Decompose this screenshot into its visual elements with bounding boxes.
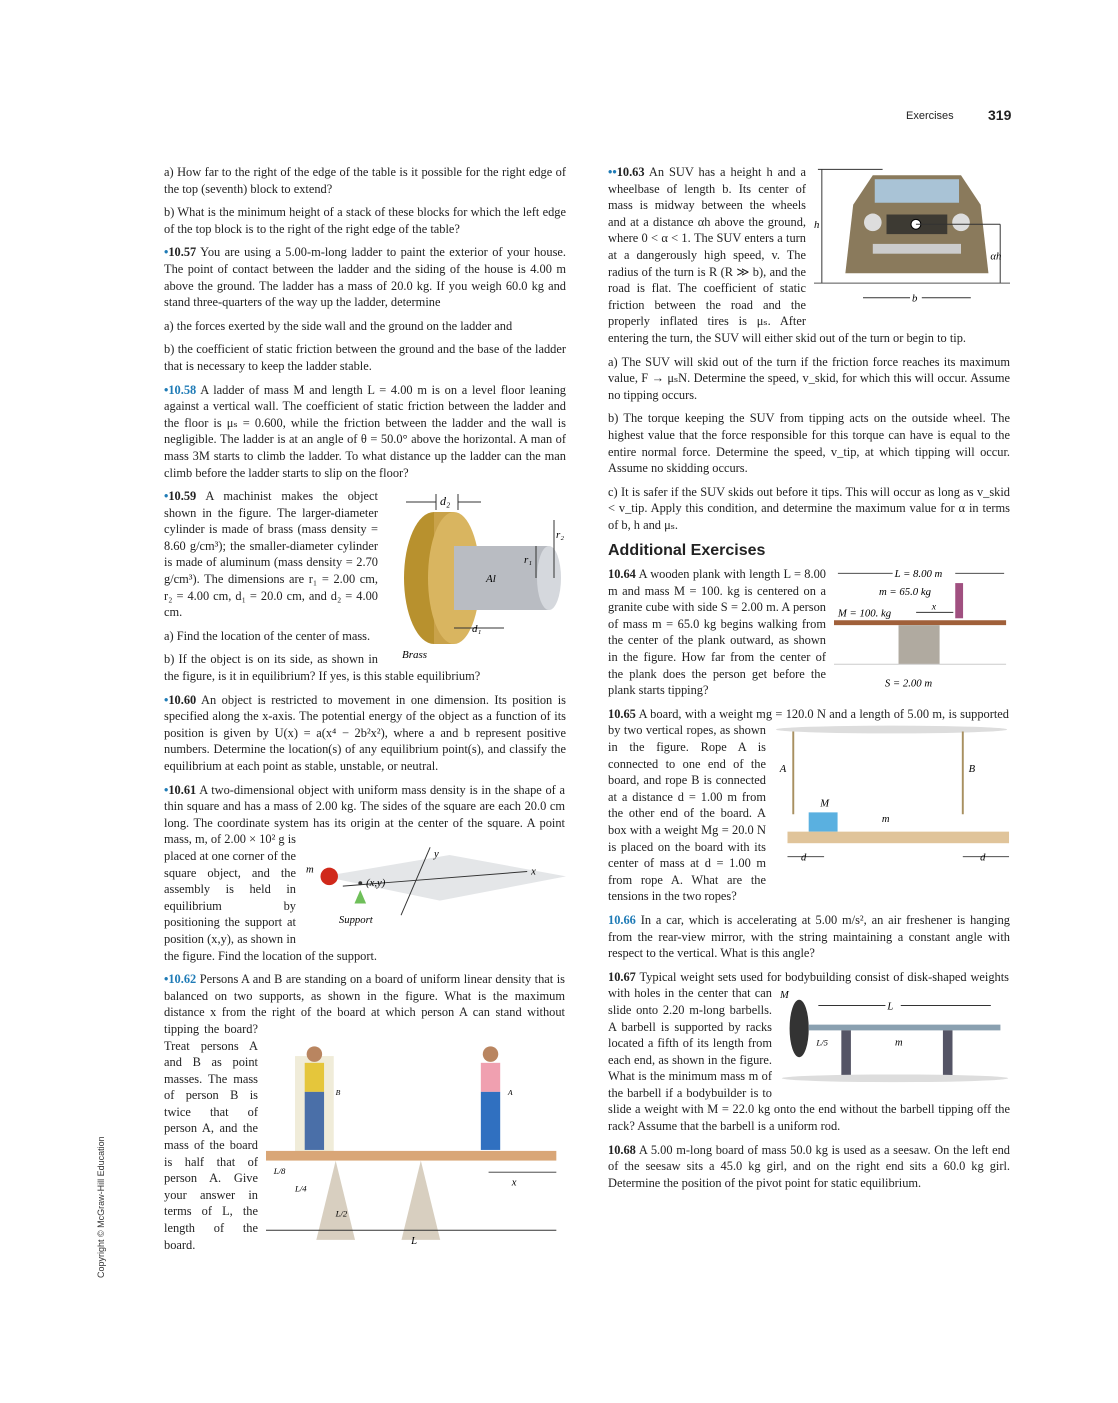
brass-aluminum-cylinder-figure (386, 488, 566, 660)
problem-10-63-part-a: a) The SUV will skid out of the turn if the friction force reaches its maximum value, F → μₛN. Determine the speed, v_skid, for which this will occur. Assume no tipping occurs. (608, 354, 1010, 402)
problem-10-57 (164, 244, 566, 310)
copyright-notice: Copyright © McGraw-Hill Education (96, 1136, 106, 1278)
problem-10-60 (164, 692, 566, 775)
problem-10-56-part-a: a) How far to the right of the edge of the table is it possible for the right edge of the top (seventh) block to extend? (164, 165, 566, 196)
problem-10-65 (608, 706, 1010, 905)
board-mass-label: m (881, 813, 890, 825)
cube-side-label: S = 2.00 m (884, 677, 933, 690)
problem-number: 10.63 (616, 165, 645, 179)
difficulty-dots: • (164, 782, 169, 797)
support-label: Support (338, 913, 373, 926)
difficulty-dots: •• (608, 165, 617, 179)
problem-text: In a car, which is accelerating at 5.00 m/s², an air freshener is hanging from the rear-view mirror, with the string maintaining a constant angle with respect to the vertical. What is this angle? (608, 912, 1010, 961)
problem-number: 10.68 (608, 1142, 636, 1157)
box-mass-label: M (820, 798, 830, 810)
suv-figure (814, 164, 1010, 314)
problem-10-67 (608, 969, 1010, 1135)
l-over-8-label: L/8 (273, 1166, 286, 1177)
persons-on-board-figure (266, 1035, 566, 1261)
problem-10-56-part-b: b) What is the minimum height of a stack of these blocks for which the left edge of the top block is to the right of the right edge of the table? (164, 205, 566, 236)
alpha-h-label: αh (990, 250, 1002, 263)
problem-text: A board, with a weight mg = 120.0 N and a length of 5.00 m, is supported by two vertical ropes, as shown in the figure. Rope A is connected to one end of the board, and rope B is connected at a distance d = 1.00 m from the other end of the board. A box with a weight Mg = 20.0 N is placed on the board with its center of mass at d = 1.00 m from rope A. What are the tensions in the two ropes? (608, 706, 1009, 904)
difficulty-dots: • (164, 382, 169, 397)
l-over-2-label: L/2 (335, 1208, 348, 1219)
problem-text: An SUV has a height h and a wheelbase of length b. Its center of mass is midway between the wheels and at a distance αh above the ground, where 0 < α < 1. The SUV enters a turn at a dangerously high speed, v. The radius of the turn is R (R ≫ b), and the road is flat. The coefficient of static friction between the road and the properly inflated tires is μₛ. After entering the turn, the SUV will either skid out of the turn or begin to tip. (608, 165, 967, 345)
d2-label: d₂ (440, 494, 451, 509)
problem-10-63 (608, 164, 1010, 533)
problem-10-59 (164, 488, 566, 685)
problem-number: 10.61 (168, 782, 197, 797)
problem-10-57-part-b: b) the coefficient of static friction between the ground and the base of the ladder that is necessary to keep the ladder stable. (164, 342, 566, 373)
l-over-4-label: L/4 (295, 1183, 307, 1194)
person-a-label: A (507, 1087, 513, 1097)
x-distance-label: x (931, 601, 937, 613)
r1-label: r₁ (524, 554, 533, 567)
problem-text: You are using a 5.00-m-long ladder to paint the exterior of your house. The point of contact between the ladder and the siding of the house is 4.00 m above the ground. The ladder has a mass of 20.0 kg. If you weigh 60.0 kg and stand three-quarters of the way up the ladder, determine (164, 245, 566, 310)
problem-10-59-part-a: a) Find the location of the center of mass. (164, 628, 371, 643)
problem-10-63-part-b: b) The torque keeping the SUV from tipping acts on the outside wheel. The highest value that the force responsible for this torque can have is equal to the entire normal force. Determine the speed, v_tip, at which tipping will occur. Assume no skidding occurs. (608, 411, 1010, 476)
barbell-mass-label: m (895, 1037, 903, 1049)
problem-text: A two-dimensional object with uniform mass density is in the shape of a thin square and has a mass of 2.00 kg. The sides of the square are each 20.0 cm long. The coordinate system has its origin at the center of the square. A point mass, m, of 2.00 × 10² g is placed at one corner of the square object, and the assembly is held in equilibrium by positioning the support at position (x,y), as shown in the figure. Find the location of the support. (164, 782, 565, 963)
problem-number: 10.67 (608, 969, 636, 984)
problem-number: 10.58 (168, 382, 197, 397)
problem-10-62 (164, 971, 566, 1253)
distance-d-label-right: d (980, 852, 986, 864)
problem-number: 10.57 (168, 245, 197, 260)
person-mass-label: m = 65.0 kg (878, 585, 932, 598)
problem-number: 10.65 (608, 706, 636, 721)
difficulty-dots: • (164, 489, 169, 504)
y-axis-label: y (434, 847, 439, 860)
problem-number: 10.60 (168, 692, 197, 707)
x-axis-label: x (531, 865, 536, 878)
page-number: 319 (988, 107, 1012, 123)
problem-10-66 (608, 912, 1010, 962)
person-b-label: B (335, 1087, 341, 1097)
problem-text: An object is restricted to movement in one dimension. Its position is specified along the x-axis. The potential energy of the object as a function of its position is given by U(x) = a(x⁴ − 2b²x²), where a and b represent positive numbers. Determine the location(s) of any equilibrium point(s), and classify the equilibrium at each point as stable, unstable, or neutral. (164, 692, 566, 773)
barbell-rack-figure (780, 986, 1010, 1092)
problem-text: A 5.00 m-long board of mass 50.0 kg is used as a seesaw. On the left end of the seesaw sits a 45.0 kg girl, and on the right end sits a 60.0 kg girl. Determine the position of the pivot point for static equilibrium. (608, 1142, 1010, 1190)
x-distance-label: x (511, 1177, 517, 1189)
problem-10-64 (608, 566, 1010, 699)
problem-number: 10.64 (608, 567, 636, 582)
problem-text: A machinist makes the object shown in the figure. The larger-diameter cylinder is made of brass (mass density = 8.60 g/cm³); the smaller-diameter cylinder is made of aluminum (mass density = 2.70 g/cm³). The dimensions are r₁ = 2.00 cm, r₂ = 4.00 cm, d₁ = 20.0 cm, and d₂ = 4.00 cm. (164, 489, 378, 620)
rope-a-label: A (779, 763, 787, 775)
problem-10-58 (164, 382, 566, 482)
brass-label: Brass (402, 649, 428, 661)
board-on-ropes-figure (774, 723, 1010, 869)
distance-d-label-left: d (800, 852, 807, 864)
problem-10-68 (608, 1142, 1010, 1192)
d1-label: d₁ (472, 623, 482, 636)
wheelbase-label: b (912, 292, 918, 305)
r2-label: r₂ (556, 529, 565, 542)
problem-number: 10.62 (168, 972, 197, 987)
left-column (164, 164, 566, 1265)
al-label: Al (486, 573, 496, 586)
problem-text: A wooden plank with length L = 8.00 m and mass M = 100. kg is centered on a granite cube with side S = 2.00 m. A person of mass m = 65.0 kg begins walking from the center of the plank outward, as shown in the figure. How far from the center of the plank does the person get before the plank starts tipping? (608, 567, 826, 698)
problem-10-59-part-b: b) If the object is on its side, as shown in the figure, is it in equilibrium? If yes, is this stable equilibrium? (164, 652, 481, 684)
problem-text: Typical weight sets used for bodybuilding consist of disk-shaped weights with holes in the center that can slide onto 2.20 m-long barbells. A barbell is supported by racks located a fifth of its length from each end, as shown in the figure. What is the minimum mass m of the barbell if a bodybuilder is to slide a weight with M = 22.0 kg onto the end without the barbell tipping off the rack? Assume that the barbell is a uniform rod. (608, 969, 1010, 1134)
difficulty-dots: • (164, 972, 169, 987)
plank-mass-label: M = 100. kg (837, 607, 892, 620)
problem-10-57-part-a: a) the forces exerted by the side wall and the ground on the ladder and (164, 318, 513, 333)
height-label: h (814, 219, 820, 232)
difficulty-dots: • (164, 245, 169, 260)
problem-10-63-part-c: c) It is safer if the SUV skids out before it tips. This will occur as long as v_skid < v_tip. Apply this condition, and determine the maximum value for α in terms of b, h and μₛ. (608, 484, 1010, 532)
right-column (608, 164, 1010, 1198)
plank-on-cube-figure (834, 566, 1010, 696)
support-position-label: (x,y) (366, 876, 386, 889)
mass-label: m (305, 863, 314, 876)
square-support-figure (304, 846, 566, 932)
problem-number: 10.59 (168, 489, 197, 504)
plank-length-label: L = 8.00 m (894, 568, 943, 581)
running-header-section: Exercises (906, 110, 954, 122)
length-label: L (411, 1235, 418, 1247)
difficulty-dots: • (164, 692, 169, 707)
problem-text: Persons A and B are standing on a board of uniform linear density that is balanced on two supports, as shown in the figure. What is the maximum distance x from the right of the board at which person A can stand without tipping the board? Treat persons A and B as point masses. The mass of person B is twice that of person A, and the mass of the board is half that of person A. Give your answer in terms of L, the length of the board. (164, 972, 565, 1252)
problem-number: 10.66 (608, 912, 636, 927)
rope-b-label: B (968, 763, 976, 775)
section-heading-additional-exercises: Additional Exercises (608, 542, 766, 560)
barbell-length-label: L (887, 1001, 894, 1013)
weight-mass-label: M (780, 989, 789, 1001)
problem-10-61 (164, 782, 566, 965)
l-over-5-label: L/5 (816, 1037, 828, 1048)
problem-text: A ladder of mass M and length L = 4.00 m is on a level floor leaning against a vertical wall. The coefficient of static friction between the ladder and the floor is μₛ = 0.600, while the friction between the ladder and the wall is negligible. The ladder is at an angle of θ = 50.0° above the horizontal. A man of mass 3M starts to climb the ladder. To what distance up the ladder can the man climb before the ladder starts to slip on the floor? (164, 382, 566, 480)
